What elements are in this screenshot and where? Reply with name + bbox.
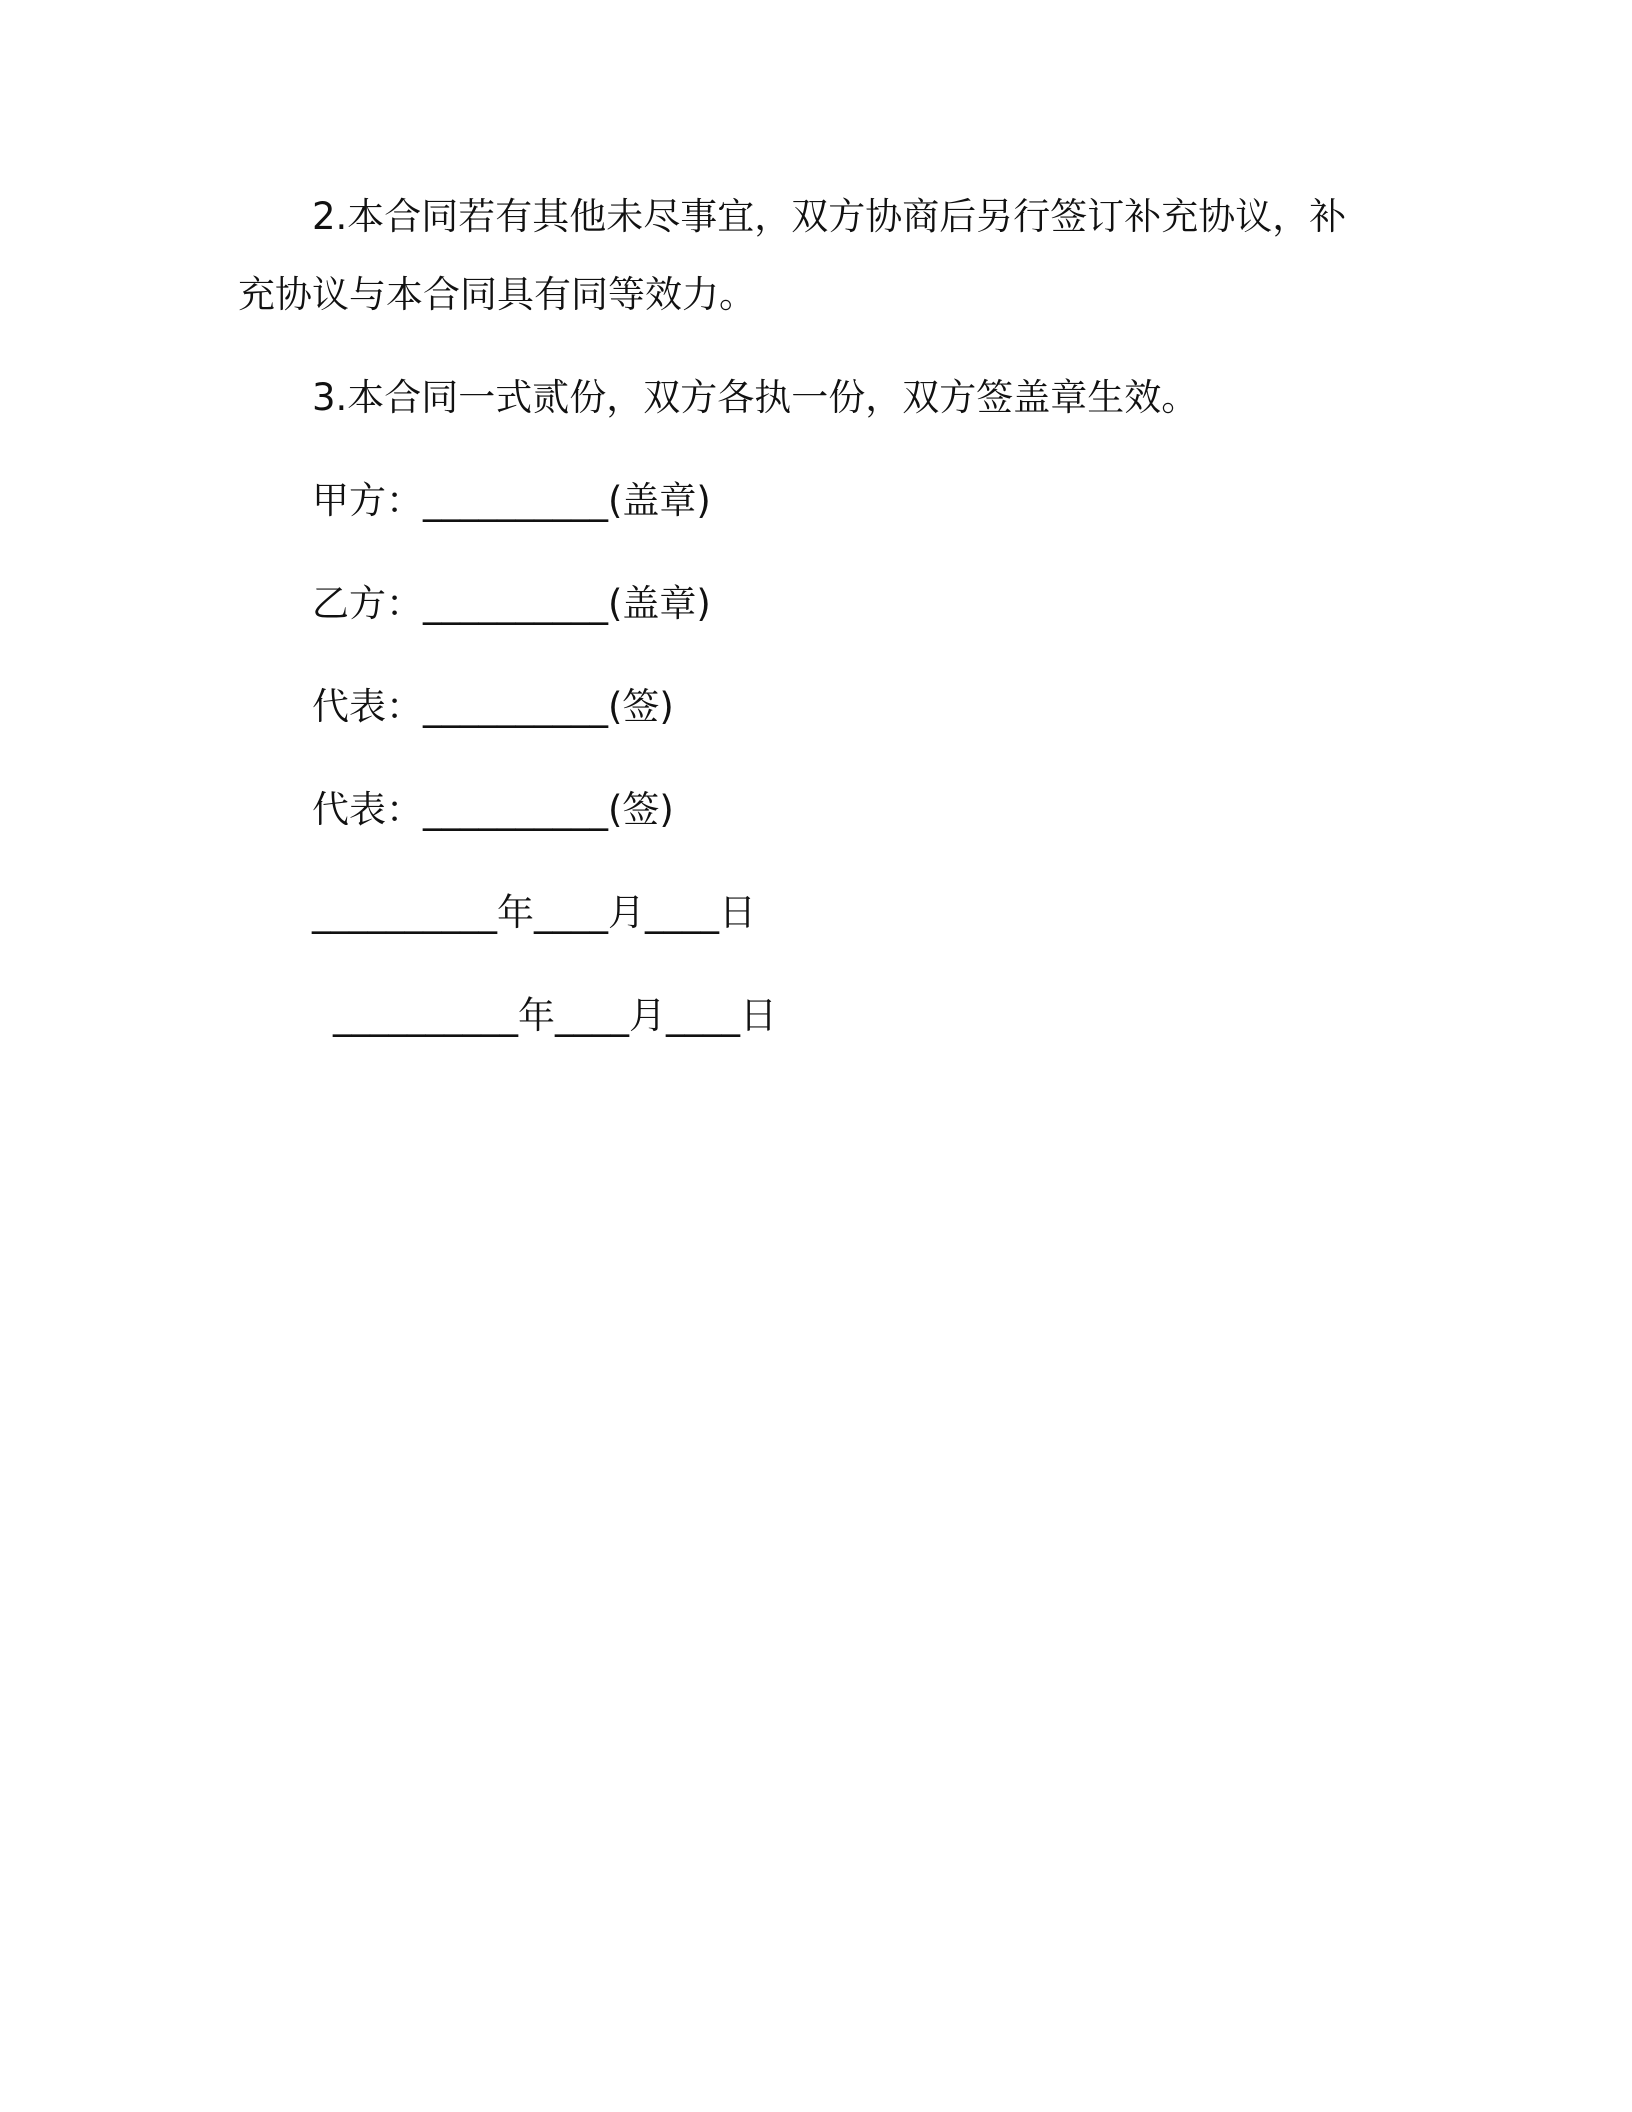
representative-2-signature-line: 代表：__________(签) — [312, 788, 674, 831]
party-b-signature-line: 乙方：__________(盖章) — [312, 582, 711, 625]
party-a-signature-line: 甲方：__________(盖章) — [312, 479, 711, 522]
representative-1-signature-line: 代表：__________(签) — [312, 685, 674, 728]
clause-2-line-1: 2.本合同若有其他未尽事宜，双方协商后另行签订补充协议，补 — [312, 195, 1347, 238]
clause-2-line-2: 充协议与本合同具有同等效力。 — [238, 273, 756, 316]
clause-3: 3.本合同一式贰份，双方各执一份，双方签盖章生效。 — [312, 376, 1199, 419]
date-line-2: __________年____月____日 — [333, 994, 777, 1037]
date-line-1: __________年____月____日 — [312, 891, 756, 934]
